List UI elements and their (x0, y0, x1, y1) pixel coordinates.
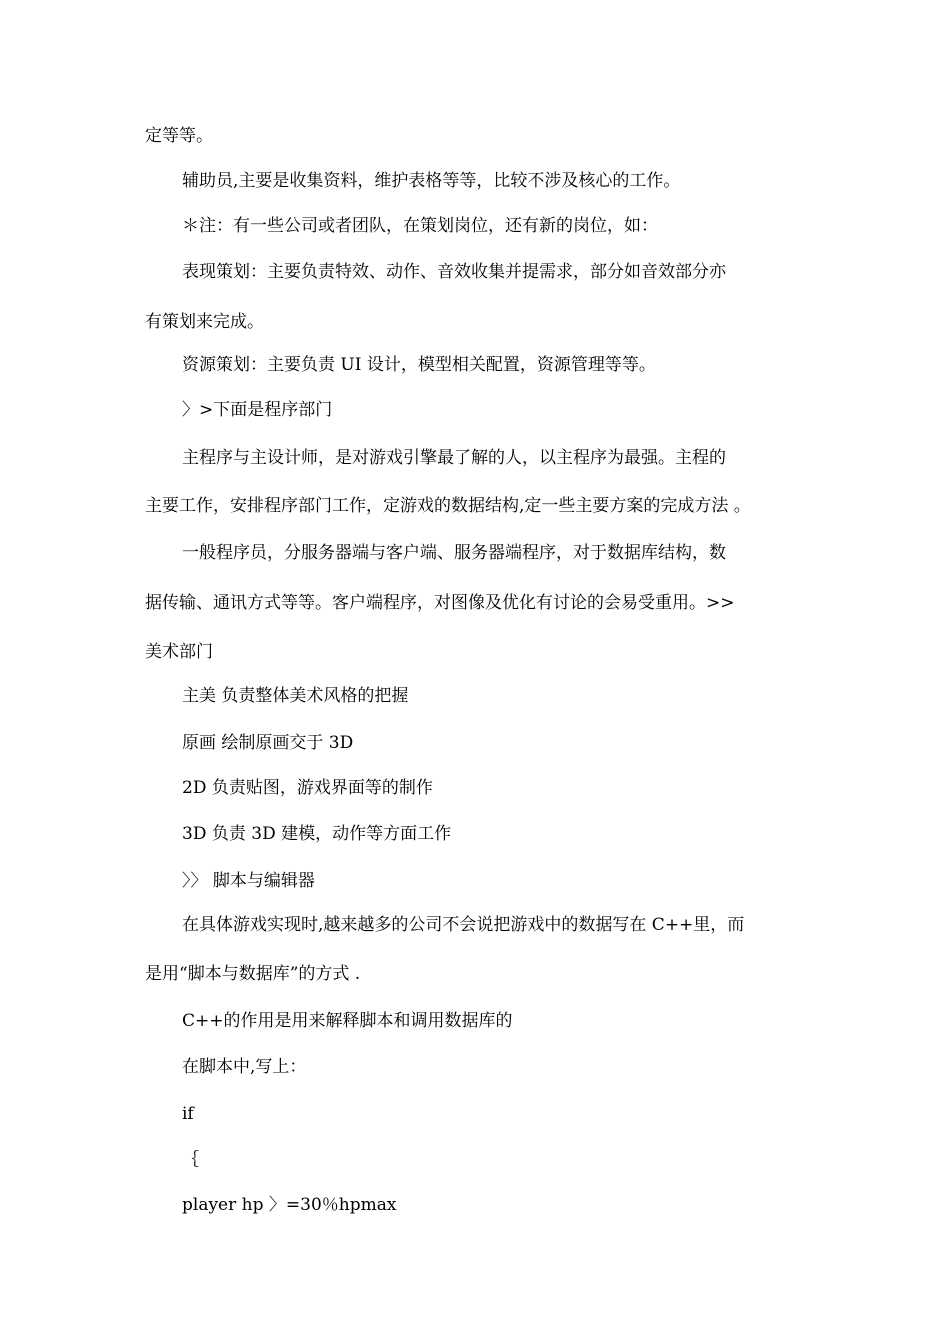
list-item: 2D 负责贴图，游戏界面等的制作 (182, 778, 433, 798)
paragraph-line: 资源策划：主要负责 UI 设计，模型相关配置，资源管理等等。 (182, 355, 656, 375)
paragraph-line: 在具体游戏实现时,越来越多的公司不会说把游戏中的数据写在 C++里，而 (182, 915, 745, 935)
code-line: player hp 〉=30％hpmax (182, 1195, 397, 1215)
list-item: 主美 负责整体美术风格的把握 (182, 686, 409, 706)
paragraph-line: 主要工作，安排程序部门工作，定游戏的数据结构,定一些主要方案的完成方法 。 (145, 496, 751, 516)
section-heading: 〉〉 脚本与编辑器 (182, 871, 315, 891)
paragraph-line: C++的作用是用来解释脚本和调用数据库的 (182, 1011, 513, 1031)
paragraph-line: ＊注：有一些公司或者团队，在策划岗位，还有新的岗位，如： (182, 216, 658, 236)
list-item: 3D 负责 3D 建模，动作等方面工作 (182, 824, 452, 844)
code-line: if (182, 1104, 194, 1124)
paragraph-line: 有策划来完成。 (145, 312, 264, 332)
paragraph-line: 表现策划：主要负责特效、动作、音效收集并提需求，部分如音效部分亦 (182, 262, 726, 282)
paragraph-line: 一般程序员，分服务器端与客户端、服务器端程序，对于数据库结构，数 (182, 543, 726, 563)
paragraph-line: 辅助员,主要是收集资料，维护表格等等，比较不涉及核心的工作。 (182, 171, 681, 191)
paragraph-line: 在脚本中,写上： (182, 1057, 307, 1077)
paragraph-line: 定等等。 (145, 126, 213, 146)
section-heading: 〉>下面是程序部门 (182, 400, 333, 420)
list-item: 原画 绘制原画交于 3D (182, 733, 354, 753)
paragraph-line: 是用“脚本与数据库”的方式 . (145, 964, 361, 984)
paragraph-line: 据传输、通讯方式等等。客户端程序，对图像及优化有讨论的会易受重用。>> (145, 593, 735, 613)
paragraph-line: 主程序与主设计师，是对游戏引擎最了解的人，以主程序为最强。主程的 (182, 448, 726, 468)
code-line: ｛ (182, 1150, 199, 1170)
section-heading: 美术部门 (145, 642, 213, 662)
